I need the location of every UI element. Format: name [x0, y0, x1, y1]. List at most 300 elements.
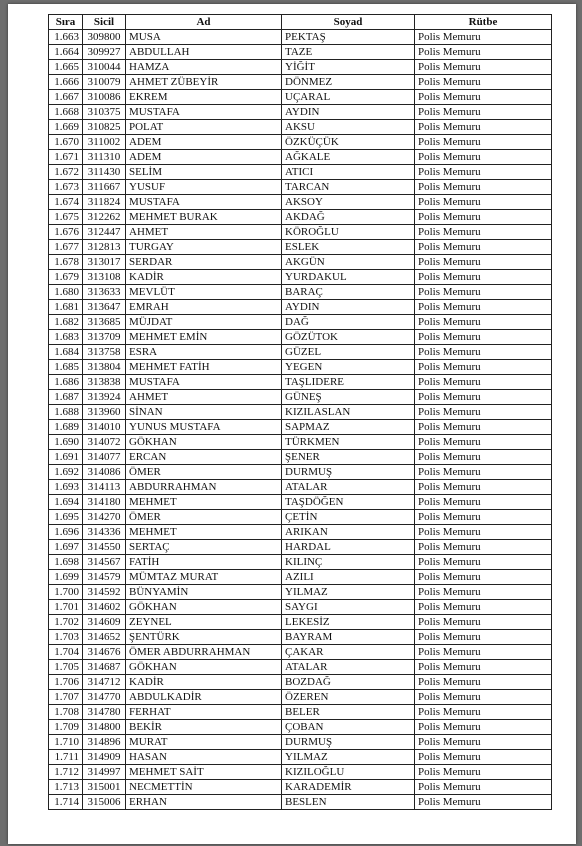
- cell-sira: 1.686: [49, 375, 83, 390]
- cell-soyad: SAYGI: [282, 600, 415, 615]
- cell-soyad: YILMAZ: [282, 750, 415, 765]
- table-row: [49, 255, 552, 270]
- cell-sicil: 314712: [83, 675, 126, 690]
- cell-sira: 1.668: [49, 105, 83, 120]
- cell-rutbe: Polis Memuru: [415, 180, 552, 195]
- cell-rutbe: Polis Memuru: [415, 630, 552, 645]
- cell-sira: 1.693: [49, 480, 83, 495]
- cell-ad: HAMZA: [126, 60, 282, 75]
- cell-sira: 1.697: [49, 540, 83, 555]
- cell-ad: SİNAN: [126, 405, 282, 420]
- cell-rutbe: Polis Memuru: [415, 165, 552, 180]
- cell-soyad: UÇARAL: [282, 90, 415, 105]
- cell-sira: 1.687: [49, 390, 83, 405]
- cell-sira: 1.701: [49, 600, 83, 615]
- cell-ad: AHMET: [126, 390, 282, 405]
- cell-rutbe: Polis Memuru: [415, 120, 552, 135]
- table-row: [49, 780, 552, 795]
- table-row: [49, 495, 552, 510]
- cell-ad: GÖKHAN: [126, 660, 282, 675]
- cell-ad: MURAT: [126, 735, 282, 750]
- cell-ad: YUSUF: [126, 180, 282, 195]
- cell-sira: 1.703: [49, 630, 83, 645]
- cell-sira: 1.684: [49, 345, 83, 360]
- cell-rutbe: Polis Memuru: [415, 90, 552, 105]
- cell-sira: 1.713: [49, 780, 83, 795]
- cell-sira: 1.665: [49, 60, 83, 75]
- cell-sicil: 314652: [83, 630, 126, 645]
- cell-sicil: 311824: [83, 195, 126, 210]
- cell-sira: 1.691: [49, 450, 83, 465]
- table-row: [49, 630, 552, 645]
- cell-sicil: 312262: [83, 210, 126, 225]
- table-row: [49, 285, 552, 300]
- cell-soyad: ÇETİN: [282, 510, 415, 525]
- cell-soyad: KÖROĞLU: [282, 225, 415, 240]
- cell-soyad: AZILI: [282, 570, 415, 585]
- table-row: [49, 210, 552, 225]
- cell-rutbe: Polis Memuru: [415, 600, 552, 615]
- cell-soyad: AYDIN: [282, 105, 415, 120]
- table-row: [49, 345, 552, 360]
- cell-ad: ÖMER: [126, 510, 282, 525]
- cell-sicil: 310825: [83, 120, 126, 135]
- table-row: [49, 555, 552, 570]
- cell-sira: 1.683: [49, 330, 83, 345]
- cell-soyad: KARADEMİR: [282, 780, 415, 795]
- cell-ad: MEHMET: [126, 525, 282, 540]
- cell-ad: MEHMET FATİH: [126, 360, 282, 375]
- table-row: [49, 795, 552, 810]
- cell-sira: 1.671: [49, 150, 83, 165]
- cell-soyad: GÜNEŞ: [282, 390, 415, 405]
- cell-soyad: PEKTAŞ: [282, 30, 415, 45]
- cell-soyad: TAŞDÖĞEN: [282, 495, 415, 510]
- cell-rutbe: Polis Memuru: [415, 300, 552, 315]
- cell-rutbe: Polis Memuru: [415, 720, 552, 735]
- cell-sicil: 311002: [83, 135, 126, 150]
- cell-rutbe: Polis Memuru: [415, 615, 552, 630]
- cell-soyad: TAŞLIDERE: [282, 375, 415, 390]
- cell-soyad: ÖZKÜÇÜK: [282, 135, 415, 150]
- cell-sicil: 315001: [83, 780, 126, 795]
- header-ad: Ad: [126, 15, 282, 30]
- cell-rutbe: Polis Memuru: [415, 510, 552, 525]
- cell-sicil: 311430: [83, 165, 126, 180]
- cell-sicil: 314113: [83, 480, 126, 495]
- cell-ad: MEVLÜT: [126, 285, 282, 300]
- cell-sicil: 311310: [83, 150, 126, 165]
- cell-rutbe: Polis Memuru: [415, 405, 552, 420]
- cell-sicil: 314780: [83, 705, 126, 720]
- cell-sicil: 314800: [83, 720, 126, 735]
- table-row: [49, 225, 552, 240]
- cell-ad: FERHAT: [126, 705, 282, 720]
- cell-rutbe: Polis Memuru: [415, 150, 552, 165]
- table-row: [49, 300, 552, 315]
- cell-soyad: BELER: [282, 705, 415, 720]
- cell-ad: TURGAY: [126, 240, 282, 255]
- cell-rutbe: Polis Memuru: [415, 465, 552, 480]
- cell-rutbe: Polis Memuru: [415, 30, 552, 45]
- table-row: [49, 420, 552, 435]
- cell-soyad: KIZILASLAN: [282, 405, 415, 420]
- cell-soyad: SAPMAZ: [282, 420, 415, 435]
- cell-rutbe: Polis Memuru: [415, 675, 552, 690]
- cell-sicil: 314770: [83, 690, 126, 705]
- cell-rutbe: Polis Memuru: [415, 495, 552, 510]
- cell-sicil: 312447: [83, 225, 126, 240]
- cell-sicil: 309800: [83, 30, 126, 45]
- cell-rutbe: Polis Memuru: [415, 360, 552, 375]
- cell-sira: 1.664: [49, 45, 83, 60]
- cell-ad: BÜNYAMİN: [126, 585, 282, 600]
- cell-ad: ADEM: [126, 135, 282, 150]
- table-row: [49, 315, 552, 330]
- cell-sicil: 314909: [83, 750, 126, 765]
- cell-rutbe: Polis Memuru: [415, 225, 552, 240]
- cell-soyad: AKDAĞ: [282, 210, 415, 225]
- cell-ad: ESRA: [126, 345, 282, 360]
- cell-sicil: 311667: [83, 180, 126, 195]
- table-row: [49, 390, 552, 405]
- cell-ad: GÖKHAN: [126, 600, 282, 615]
- table-row: [49, 540, 552, 555]
- cell-sira: 1.705: [49, 660, 83, 675]
- table-row: [49, 165, 552, 180]
- cell-ad: MEHMET SAİT: [126, 765, 282, 780]
- table-header-row: [49, 15, 552, 30]
- table-row: [49, 690, 552, 705]
- table-row: [49, 570, 552, 585]
- document-page: [8, 4, 576, 844]
- table-row: [49, 435, 552, 450]
- cell-rutbe: Polis Memuru: [415, 285, 552, 300]
- table-row: [49, 750, 552, 765]
- cell-rutbe: Polis Memuru: [415, 585, 552, 600]
- cell-rutbe: Polis Memuru: [415, 390, 552, 405]
- cell-sicil: 310044: [83, 60, 126, 75]
- cell-soyad: ATALAR: [282, 480, 415, 495]
- cell-rutbe: Polis Memuru: [415, 315, 552, 330]
- table-row: [49, 675, 552, 690]
- cell-sira: 1.669: [49, 120, 83, 135]
- cell-rutbe: Polis Memuru: [415, 690, 552, 705]
- cell-sicil: 313960: [83, 405, 126, 420]
- table-row: [49, 615, 552, 630]
- cell-ad: BEKİR: [126, 720, 282, 735]
- cell-sicil: 313924: [83, 390, 126, 405]
- cell-soyad: BOZDAĞ: [282, 675, 415, 690]
- header-sira: Sıra: [49, 15, 83, 30]
- cell-soyad: BARAÇ: [282, 285, 415, 300]
- cell-sicil: 313709: [83, 330, 126, 345]
- table-row: [49, 600, 552, 615]
- cell-sicil: 314579: [83, 570, 126, 585]
- table-row: [49, 90, 552, 105]
- cell-rutbe: Polis Memuru: [415, 435, 552, 450]
- table-row: [49, 705, 552, 720]
- cell-sira: 1.708: [49, 705, 83, 720]
- cell-sicil: 314077: [83, 450, 126, 465]
- cell-rutbe: Polis Memuru: [415, 750, 552, 765]
- cell-sira: 1.710: [49, 735, 83, 750]
- cell-ad: ÖMER: [126, 465, 282, 480]
- cell-soyad: ATALAR: [282, 660, 415, 675]
- cell-sicil: 313633: [83, 285, 126, 300]
- cell-soyad: ÇOBAN: [282, 720, 415, 735]
- cell-sira: 1.667: [49, 90, 83, 105]
- cell-sira: 1.706: [49, 675, 83, 690]
- cell-sira: 1.675: [49, 210, 83, 225]
- cell-ad: MUSTAFA: [126, 105, 282, 120]
- cell-sicil: 314609: [83, 615, 126, 630]
- cell-sicil: 314180: [83, 495, 126, 510]
- cell-soyad: DURMUŞ: [282, 735, 415, 750]
- table-row: [49, 150, 552, 165]
- cell-sicil: 313838: [83, 375, 126, 390]
- cell-sira: 1.678: [49, 255, 83, 270]
- cell-sira: 1.702: [49, 615, 83, 630]
- cell-sicil: 314086: [83, 465, 126, 480]
- cell-rutbe: Polis Memuru: [415, 480, 552, 495]
- cell-ad: HASAN: [126, 750, 282, 765]
- cell-rutbe: Polis Memuru: [415, 255, 552, 270]
- personnel-table: [48, 14, 552, 810]
- cell-soyad: YEGEN: [282, 360, 415, 375]
- table-row: [49, 180, 552, 195]
- cell-rutbe: Polis Memuru: [415, 765, 552, 780]
- table-row: [49, 375, 552, 390]
- cell-rutbe: Polis Memuru: [415, 660, 552, 675]
- table-row: [49, 360, 552, 375]
- cell-sira: 1.696: [49, 525, 83, 540]
- table-row: [49, 120, 552, 135]
- cell-rutbe: Polis Memuru: [415, 645, 552, 660]
- cell-ad: ERHAN: [126, 795, 282, 810]
- cell-ad: ABDULKADİR: [126, 690, 282, 705]
- cell-sira: 1.685: [49, 360, 83, 375]
- cell-sicil: 314336: [83, 525, 126, 540]
- cell-sira: 1.699: [49, 570, 83, 585]
- cell-rutbe: Polis Memuru: [415, 240, 552, 255]
- cell-soyad: KIZILOĞLU: [282, 765, 415, 780]
- table-row: [49, 75, 552, 90]
- cell-ad: MEHMET BURAK: [126, 210, 282, 225]
- table-row: [49, 105, 552, 120]
- cell-sira: 1.712: [49, 765, 83, 780]
- cell-soyad: ATICI: [282, 165, 415, 180]
- cell-sira: 1.709: [49, 720, 83, 735]
- cell-ad: YUNUS MUSTAFA: [126, 420, 282, 435]
- cell-sicil: 313017: [83, 255, 126, 270]
- cell-soyad: DURMUŞ: [282, 465, 415, 480]
- cell-sicil: 310086: [83, 90, 126, 105]
- cell-soyad: ÖZEREN: [282, 690, 415, 705]
- table-row: [49, 45, 552, 60]
- cell-sicil: 313804: [83, 360, 126, 375]
- table-row: [49, 195, 552, 210]
- cell-sira: 1.704: [49, 645, 83, 660]
- cell-sicil: 314550: [83, 540, 126, 555]
- cell-sicil: 314010: [83, 420, 126, 435]
- cell-rutbe: Polis Memuru: [415, 210, 552, 225]
- cell-rutbe: Polis Memuru: [415, 330, 552, 345]
- cell-soyad: AKSU: [282, 120, 415, 135]
- table-row: [49, 765, 552, 780]
- cell-sira: 1.682: [49, 315, 83, 330]
- cell-sira: 1.688: [49, 405, 83, 420]
- cell-rutbe: Polis Memuru: [415, 420, 552, 435]
- cell-ad: ABDURRAHMAN: [126, 480, 282, 495]
- cell-ad: FATİH: [126, 555, 282, 570]
- cell-rutbe: Polis Memuru: [415, 270, 552, 285]
- cell-sicil: 314676: [83, 645, 126, 660]
- cell-ad: ERCAN: [126, 450, 282, 465]
- cell-sira: 1.692: [49, 465, 83, 480]
- cell-sicil: 312813: [83, 240, 126, 255]
- table-row: [49, 135, 552, 150]
- table-row: [49, 585, 552, 600]
- cell-sicil: 314997: [83, 765, 126, 780]
- cell-rutbe: Polis Memuru: [415, 345, 552, 360]
- cell-soyad: YURDAKUL: [282, 270, 415, 285]
- cell-sira: 1.673: [49, 180, 83, 195]
- table-row: [49, 330, 552, 345]
- cell-sira: 1.689: [49, 420, 83, 435]
- cell-soyad: DAĞ: [282, 315, 415, 330]
- cell-soyad: TÜRKMEN: [282, 435, 415, 450]
- header-sicil: Sicil: [83, 15, 126, 30]
- cell-sicil: 314687: [83, 660, 126, 675]
- cell-sicil: 314896: [83, 735, 126, 750]
- cell-ad: MÜJDAT: [126, 315, 282, 330]
- table-row: [49, 270, 552, 285]
- cell-sicil: 310375: [83, 105, 126, 120]
- cell-sicil: 313108: [83, 270, 126, 285]
- cell-sicil: 313685: [83, 315, 126, 330]
- cell-sira: 1.672: [49, 165, 83, 180]
- cell-rutbe: Polis Memuru: [415, 195, 552, 210]
- cell-rutbe: Polis Memuru: [415, 795, 552, 810]
- cell-rutbe: Polis Memuru: [415, 450, 552, 465]
- cell-rutbe: Polis Memuru: [415, 555, 552, 570]
- header-soyad: Soyad: [282, 15, 415, 30]
- cell-rutbe: Polis Memuru: [415, 735, 552, 750]
- cell-rutbe: Polis Memuru: [415, 705, 552, 720]
- cell-soyad: LEKESİZ: [282, 615, 415, 630]
- table-row: [49, 60, 552, 75]
- cell-ad: SERDAR: [126, 255, 282, 270]
- table-row: [49, 510, 552, 525]
- cell-ad: KADİR: [126, 675, 282, 690]
- cell-sicil: 313758: [83, 345, 126, 360]
- table-row: [49, 645, 552, 660]
- cell-soyad: ŞENER: [282, 450, 415, 465]
- cell-ad: KADİR: [126, 270, 282, 285]
- cell-ad: MUSTAFA: [126, 195, 282, 210]
- table-row: [49, 525, 552, 540]
- cell-rutbe: Polis Memuru: [415, 780, 552, 795]
- cell-ad: POLAT: [126, 120, 282, 135]
- cell-soyad: GÜZEL: [282, 345, 415, 360]
- cell-ad: SELİM: [126, 165, 282, 180]
- cell-sicil: 315006: [83, 795, 126, 810]
- cell-sira: 1.677: [49, 240, 83, 255]
- table-row: [49, 405, 552, 420]
- cell-rutbe: Polis Memuru: [415, 375, 552, 390]
- cell-sira: 1.695: [49, 510, 83, 525]
- cell-sira: 1.700: [49, 585, 83, 600]
- cell-ad: MUSA: [126, 30, 282, 45]
- cell-sira: 1.670: [49, 135, 83, 150]
- cell-sicil: 314270: [83, 510, 126, 525]
- cell-rutbe: Polis Memuru: [415, 135, 552, 150]
- cell-ad: NECMETTİN: [126, 780, 282, 795]
- cell-soyad: AĞKALE: [282, 150, 415, 165]
- cell-sicil: 309927: [83, 45, 126, 60]
- cell-rutbe: Polis Memuru: [415, 105, 552, 120]
- cell-rutbe: Polis Memuru: [415, 75, 552, 90]
- cell-ad: ŞENTÜRK: [126, 630, 282, 645]
- cell-sira: 1.694: [49, 495, 83, 510]
- cell-soyad: AKGÜN: [282, 255, 415, 270]
- cell-sicil: 314602: [83, 600, 126, 615]
- cell-ad: ABDULLAH: [126, 45, 282, 60]
- cell-sicil: 314592: [83, 585, 126, 600]
- cell-ad: EMRAH: [126, 300, 282, 315]
- table-row: [49, 660, 552, 675]
- cell-ad: ADEM: [126, 150, 282, 165]
- cell-rutbe: Polis Memuru: [415, 570, 552, 585]
- table-row: [49, 30, 552, 45]
- cell-rutbe: Polis Memuru: [415, 540, 552, 555]
- cell-sira: 1.711: [49, 750, 83, 765]
- cell-soyad: AYDIN: [282, 300, 415, 315]
- cell-ad: MEHMET EMİN: [126, 330, 282, 345]
- cell-ad: GÖKHAN: [126, 435, 282, 450]
- cell-ad: MUSTAFA: [126, 375, 282, 390]
- cell-soyad: TAZE: [282, 45, 415, 60]
- cell-sira: 1.681: [49, 300, 83, 315]
- cell-ad: MÜMTAZ MURAT: [126, 570, 282, 585]
- cell-rutbe: Polis Memuru: [415, 525, 552, 540]
- cell-soyad: KILINÇ: [282, 555, 415, 570]
- cell-sira: 1.676: [49, 225, 83, 240]
- table-row: [49, 480, 552, 495]
- cell-sicil: 313647: [83, 300, 126, 315]
- cell-soyad: GÖZÜTOK: [282, 330, 415, 345]
- cell-sicil: 310079: [83, 75, 126, 90]
- cell-sira: 1.674: [49, 195, 83, 210]
- cell-sicil: 314072: [83, 435, 126, 450]
- cell-ad: AHMET ZÜBEYİR: [126, 75, 282, 90]
- table-row: [49, 465, 552, 480]
- cell-rutbe: Polis Memuru: [415, 45, 552, 60]
- cell-soyad: BESLEN: [282, 795, 415, 810]
- cell-sira: 1.680: [49, 285, 83, 300]
- cell-ad: SERTAÇ: [126, 540, 282, 555]
- cell-sira: 1.690: [49, 435, 83, 450]
- cell-ad: ÖMER ABDURRAHMAN: [126, 645, 282, 660]
- table-body: [49, 30, 552, 810]
- cell-soyad: BAYRAM: [282, 630, 415, 645]
- cell-soyad: AKSOY: [282, 195, 415, 210]
- cell-ad: MEHMET: [126, 495, 282, 510]
- cell-soyad: ARIKAN: [282, 525, 415, 540]
- cell-sira: 1.698: [49, 555, 83, 570]
- cell-soyad: ESLEK: [282, 240, 415, 255]
